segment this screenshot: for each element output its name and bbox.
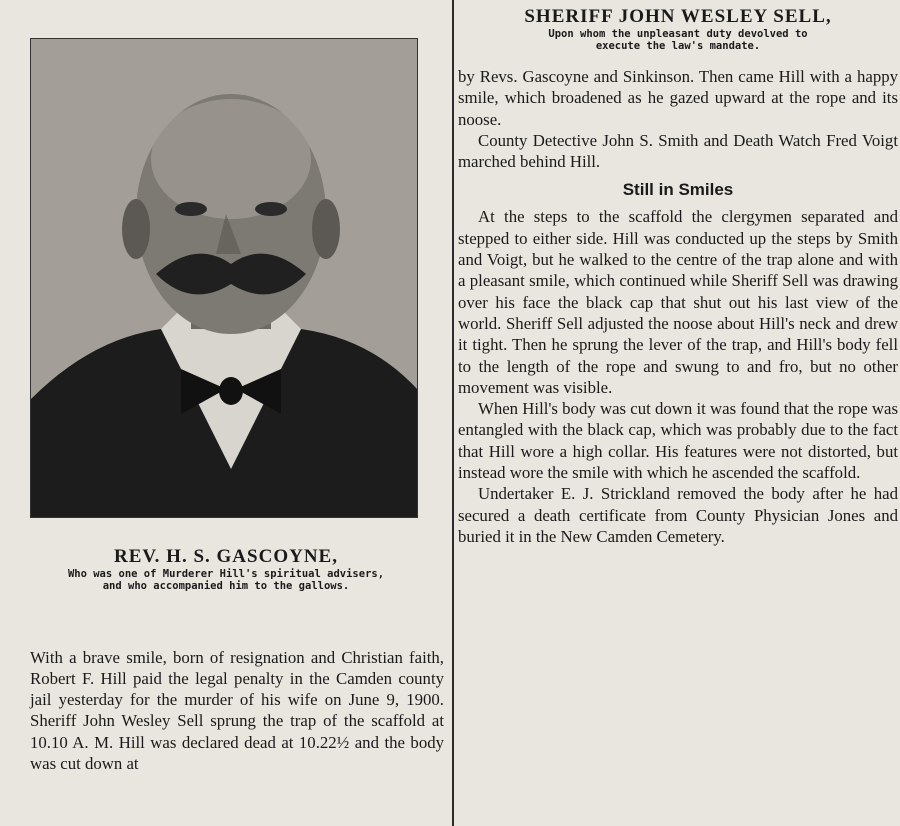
- portrait-illustration: [31, 39, 417, 517]
- paragraph-3: At the steps to the scaffold the clergymen separated and stepped to either side. Hill was conducted up the steps by Smith and Voigt, but he walked to the centre of the trap alone and with a pleasant smile, which continued while Sheriff Sell was drawing over his face the black cap that shut out his last view of the world. Sheriff Sell adjusted the noose about Hill's neck and drew it tight. Then he sprung the lever of the trap, and Hill's body fell to the length of the rope and swung to and fro, but no other movement was visible.: [458, 207, 898, 397]
- subheading: Still in Smiles: [622, 180, 734, 200]
- caption-subtitle: Who was one of Murderer Hill's spiritual advisers, and who accompanied him to the gallows.: [67, 568, 385, 592]
- portrait-caption: [0, 546, 452, 592]
- sheriff-caption-subtitle-2: execute the law's mandate.: [595, 40, 761, 52]
- paragraph-5: Undertaker E. J. Strickland removed the body after he had secured a death certificate from County Physician Jones and buried it in the New Camden Cemetery.: [458, 484, 898, 546]
- sheriff-caption-subtitle-1: Upon whom the unpleasant duty devolved to: [548, 28, 808, 40]
- paragraph-4: When Hill's body was cut down it was found that the rope was entangled with the black cap, which was probably due to the fact that Hill wore a high collar. His features were not distorted, but instead wore the smile with which he ascended the scaffold.: [458, 399, 898, 483]
- caption-title: REV. H. S. GASCOYNE,: [114, 546, 338, 567]
- right-column: [458, 0, 898, 826]
- paragraph-1: by Revs. Gascoyne and Sinkinson. Then came Hill with a happy smile, which broadened as he gazed upward at the rope and its noose.: [458, 67, 898, 129]
- portrait-photo: [30, 38, 418, 518]
- paragraph-2: County Detective John S. Smith and Death Watch Fred Voigt marched behind Hill.: [458, 130, 898, 172]
- column-divider: [452, 0, 454, 826]
- sheriff-caption-title: SHERIFF JOHN WESLEY SELL,: [524, 6, 832, 27]
- article-paragraph: With a brave smile, born of resignation and Christian faith, Robert F. Hill paid the legal penalty in the Camden county jail yesterday for the murder of his wife on June 9, 1900. Sheriff John Wesley Sell sprung the trap of the scaffold at 10.10 A. M. Hill was declared dead at 10.22½ and the body was cut down at: [30, 647, 444, 773]
- sheriff-caption: [458, 6, 898, 52]
